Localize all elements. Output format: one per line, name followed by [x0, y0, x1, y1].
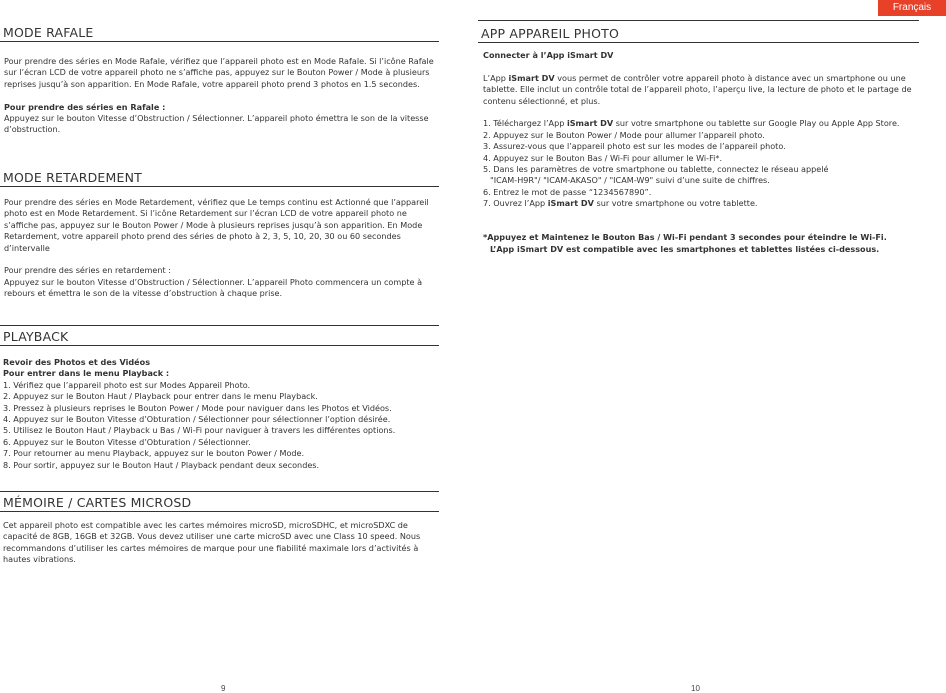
section-title-app: APP APPAREIL PHOTO	[481, 26, 620, 41]
playback-subheading: Pour entrer dans le menu Playback :	[3, 368, 170, 379]
timer-instruction: Appuyez sur le bouton Vitesse d’Obstruction / Sélectionner. L’appareil Photo commencera un compte à rebours et émettra le son de la vitesse d’obstruction à chaque prise.	[4, 276, 423, 299]
section-title-timer: MODE RETARDEMENT	[3, 170, 142, 185]
section-rule-top	[0, 325, 439, 326]
section-rule	[0, 345, 439, 346]
app-step: 6. Entrez le mot de passe “1234567890”.	[483, 186, 652, 197]
burst-heading: Pour prendre des séries en Rafale :	[4, 101, 166, 112]
timer-heading: Pour prendre des séries en retardement :	[4, 265, 171, 276]
playback-step: 7. Pour retourner au menu Playback, appuyez sur le bouton Power / Mode.	[3, 448, 305, 459]
memory-paragraph: Cet appareil photo est compatible avec les cartes mémoires microSD, microSDHC, et microSDXC de capacité de 8GB, 16GB et 32GB. Vous devez utiliser une carte microSD avec une Class 10 speed. Nous recommandons d’utiliser les cartes mémoires de marque pour une fiabilité maximale lors d’activités à hautes vibrations.	[3, 520, 421, 565]
app-step: 7. Ouvrez l’App iSmart DV sur votre smartphone ou votre tablette.	[483, 198, 758, 209]
section-rule	[0, 186, 439, 187]
playback-step: 1. Vérifiez que l’appareil photo est sur Modes Appareil Photo.	[3, 379, 251, 390]
app-heading: Connecter à l’App iSmart DV	[483, 50, 614, 60]
app-compat-note: L’App iSmart DV est compatible avec les smartphones et tablettes listées ci-dessous.	[490, 243, 880, 254]
app-step: 5. Dans les paramètres de votre smartphone ou tablette, connectez le réseau appelé	[483, 164, 829, 175]
page-number: 10	[691, 684, 700, 693]
playback-step: 2. Appuyez sur le Bouton Haut / Playback pour entrer dans le menu Playback.	[3, 391, 318, 402]
app-body	[483, 50, 928, 255]
section-title-memory: MÉMOIRE / CARTES MICROSD	[3, 495, 192, 510]
burst-body	[4, 56, 434, 136]
language-tab: Français	[878, 0, 946, 16]
section-rule	[478, 42, 919, 43]
playback-step: 4. Appuyez sur le Bouton Vitesse d’Obturation / Sélectionner pour sélectionner l’option désirée.	[3, 414, 391, 425]
app-step: 3. Assurez-vous que l’appareil photo est sur les modes de l’appareil photo.	[483, 141, 786, 152]
timer-body	[4, 197, 440, 300]
app-step: 1. Téléchargez l’App iSmart DV sur votre smartphone ou tablette sur Google Play ou Apple App Store.	[483, 118, 900, 129]
memory-body	[3, 520, 437, 566]
section-rule-top	[478, 20, 919, 21]
playback-step: 3. Pressez à plusieurs reprises le Bouton Power / Mode pour naviguer dans les Photos et Vidéos.	[3, 402, 392, 413]
playback-body	[3, 357, 439, 471]
app-note: *Appuyez et Maintenez le Bouton Bas / Wi-Fi pendant 3 secondes pour éteindre le Wi-Fi.	[483, 232, 887, 243]
right-page	[478, 0, 946, 692]
playback-step: 8. Pour sortir, appuyez sur le Bouton Haut / Playback pendant deux secondes.	[3, 459, 320, 470]
burst-instruction: Appuyez sur le bouton Vitesse d’Obstruction / Sélectionner. L’appareil photo émettra le son de la vitesse d’obstruction.	[4, 113, 429, 135]
section-title-playback: PLAYBACK	[3, 329, 69, 344]
section-title-burst: MODE RAFALE	[3, 25, 94, 40]
app-intro: L’App iSmart DV vous permet de contrôler votre appareil photo à distance avec un smartphone ou une tablette. Elle inclut un contrôle total de l’appareil photo, l’aperçu live, la lecture de photo et le partage de contenu sélectionné, et plus.	[483, 72, 912, 106]
burst-paragraph: Pour prendre des séries en Mode Rafale, vérifiez que l’appareil photo est en Mode Rafale. Si l’icône Rafale sur l’écran LCD de votre appareil photo ne s’affiche pas, appuyez sur le Bouton Power / Mode à plusieurs reprises jusqu’à son apparition. En Mode Rafale, votre appareil photo prend 3 photos en 1.5 secondes.	[4, 56, 434, 89]
playback-heading: Revoir des Photos et des Vidéos	[3, 357, 151, 367]
app-step: 2. Appuyez sur le Bouton Power / Mode pour allumer l’appareil photo.	[483, 129, 765, 140]
timer-paragraph: Pour prendre des séries en Mode Retardement, vérifiez que Le temps continu est Actionné que l’appareil photo est en Mode Retardement. Si l’icône Retardement sur l’écran LCD de votre appareil photo ne s’affiche pas, appuyez sur le Bouton Power / Mode à plusieurs reprises jusqu’à son apparition. En Mode Retardement, votre appareil photo prend des séries de photo à 2, 3, 5, 10, 20, 30 ou 60 secondes d’intervalle	[4, 197, 429, 253]
playback-step: 5. Utilisez le Bouton Haut / Playback u Bas / Wi-Fi pour naviguer à travers les différentes options.	[3, 425, 396, 436]
app-step-continued: "ICAM-H9R"/ "ICAM-AKASO" / "ICAM-W9" suivi d’une suite de chiffres.	[490, 175, 770, 186]
app-step: 4. Appuyez sur le Bouton Bas / Wi-Fi pour allumer le Wi-Fi*.	[483, 152, 723, 163]
section-rule	[0, 511, 439, 512]
left-page	[0, 0, 440, 692]
playback-step: 6. Appuyez sur le Bouton Vitesse d’Obturation / Sélectionner.	[3, 436, 251, 447]
section-rule-top	[0, 491, 439, 492]
page-number: 9	[221, 684, 226, 693]
section-rule	[0, 41, 439, 42]
